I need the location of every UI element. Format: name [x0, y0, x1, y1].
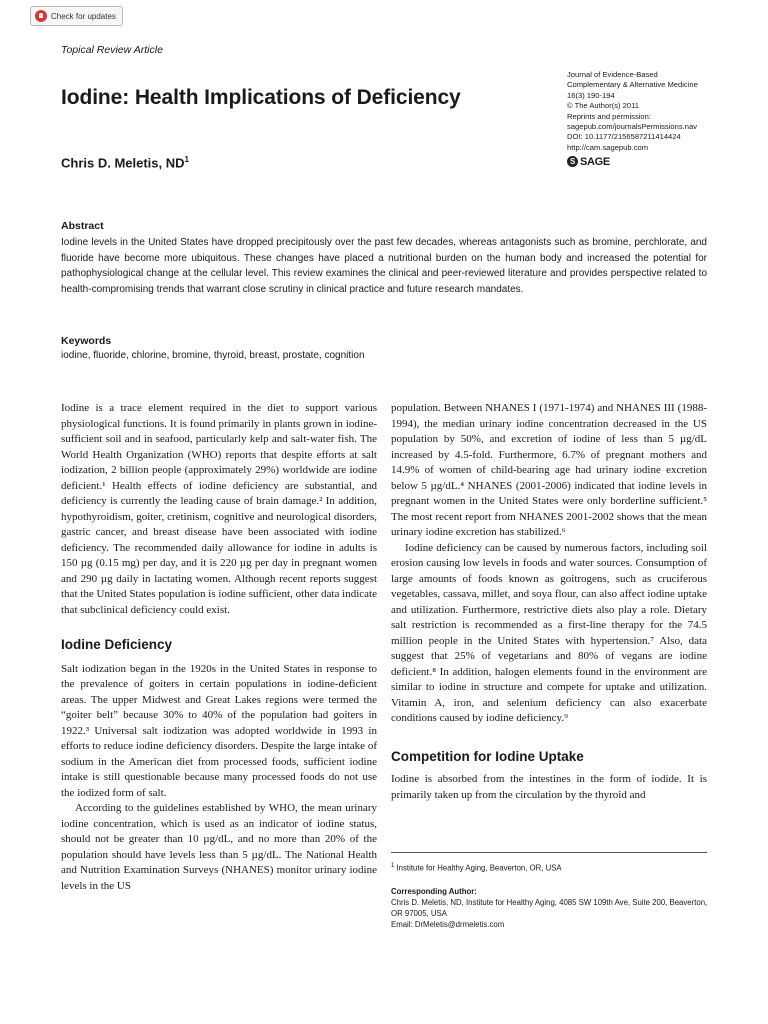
- corresponding-author-address: Chris D. Meletis, ND, Institute for Healthy Aging, 4085 SW 109th Ave, Suite 200, Beaverton, OR 97005, USA: [391, 898, 708, 918]
- left-column: [61, 401, 377, 894]
- check-for-updates-label: Check for updates: [51, 11, 116, 21]
- keywords-heading: Keywords: [61, 335, 112, 347]
- section-heading-iodine-deficiency: Iodine Deficiency: [61, 637, 173, 652]
- affiliation-footnote: [391, 861, 709, 874]
- journal-url[interactable]: http://cam.sagepub.com: [567, 142, 649, 152]
- section1-paragraph-1: Salt iodization began in the 1920s in the United States in response to the prevalence of goiters in certain populations in iodine-deficient areas. The upper Midwest and Great Lakes regions were termed the “goiter belt” because 30% to 40% of the population had goiters in 1922.³ Universal salt iodization was adopted worldwide in 1993 in efforts to reduce iodine deficiency disorders. Despite the large intake of sodium in the American diet from processed foods, sufficient iodine intake is still questionable because many processed foods do not use the iodized form of salt.: [61, 662, 377, 799]
- publisher-name: SAGE: [580, 155, 610, 168]
- section1-paragraph-2: According to the guidelines established by WHO, the mean urinary iodine concentration, which is used as an indicator of iodine status, should not be greater than 10 µg/dL, and no more than 20% of the population should have levels less than 5 µg/dL. The National Health and Nutrition Examination Surveys (NHANES) monitor urinary iodine levels in the US: [61, 802, 377, 892]
- abstract-text: Iodine levels in the United States have dropped precipitously over the past few decades, whereas antagonists such as bromine, perchlorate, and fluoride have become more ubiquitous. These changes have placed a nutritional burden on the human body and increased the potential for pathophysiological change at the cellular level. This review examines the clinical and peer-reviewed literature and provides perspective related to health-compromising trends that warrant close scrutiny in clinical practice and future research mandates.: [61, 237, 707, 295]
- permissions-link[interactable]: sagepub.com/journalsPermissions.nav: [567, 122, 698, 132]
- journal-info: [567, 70, 698, 167]
- corresponding-author-footnote: [391, 886, 709, 930]
- journal-name-line2: Complementary & Alternative Medicine: [567, 80, 698, 90]
- section2-paragraph-1: Iodine is absorbed from the intestines in the form of iodide. It is primarily taken up from the circulation by the thyroid and: [391, 773, 707, 801]
- keywords-text: iodine, fluoride, chlorine, bromine, thyroid, breast, prostate, cognition: [61, 350, 365, 361]
- copyright: © The Author(s) 2011: [567, 101, 640, 111]
- section-heading-competition: Competition for Iodine Uptake: [391, 748, 584, 764]
- author-name: Chris D. Meletis, ND: [61, 155, 185, 171]
- check-for-updates-badge[interactable]: [30, 6, 123, 26]
- sage-logo-icon: S: [567, 156, 578, 167]
- reprints-label: Reprints and permission:: [567, 111, 651, 121]
- corresponding-author-heading: Corresponding Author:: [391, 887, 477, 896]
- right-paragraph-1: population. Between NHANES I (1971-1974) and NHANES III (1988-1994), the median urinary iodine concentration decreased in the US population by 50%, and excretion of iodine of less than 5 µg/dL increased by 4.5-fold. Furthermore, 6.7% of pregnant mothers and 14.9% of women of child-bearing age had urinary iodine excretion below 5 µg/dL.⁴ NHANES (2001-2006) indicated that iodine levels in pregnant women in the United States were only borderline sufficient.⁵ The most recent report from NHANES 2001-2002 shows that the mean urinary iodine excretion has stabilized.⁶: [391, 402, 707, 538]
- abstract-heading: Abstract: [61, 220, 104, 232]
- author-line: [61, 155, 189, 170]
- right-column: [391, 401, 707, 803]
- article-type: Topical Review Article: [61, 44, 163, 56]
- journal-volume: 16(3) 190-194: [567, 90, 615, 100]
- affiliation-number: 1: [391, 863, 395, 869]
- article-title: Iodine: Health Implications of Deficiency: [61, 86, 461, 109]
- right-paragraph-2: Iodine deficiency can be caused by numerous factors, including soil erosion causing low levels in foods and water sources. Consumption of large amounts of foods known as goitrogens, such as cruciferous vegetables, cassava, millet, and soya flour, can also affect iodine uptake and utilization. Furthermore, restrictive diets also play a role. Dietary salt restriction is recommended as a first-line therapy for the 74.5 million people in the United States with hypertension.⁷ Also, data suggest that 25% of vegetarians and 80% of vegans are iodine deficient.⁸ In addition, halogen elements found in the environment are similar to iodine in structure and compete for uptake and utilization. Vitamin A, iron, and selenium deficiency can also exacerbate conditions caused by iodine deficiency.⁹: [391, 541, 707, 724]
- journal-name-line1: Journal of Evidence-Based: [567, 70, 658, 79]
- author-affiliation-marker: 1: [184, 155, 189, 164]
- footnote-divider: [391, 852, 707, 853]
- update-badge-icon: [35, 10, 47, 22]
- affiliation-text: Institute for Healthy Aging, Beaverton, OR, USA: [396, 863, 562, 873]
- doi[interactable]: DOI: 10.1177/2156587211414424: [567, 132, 681, 142]
- publisher-logo: [567, 156, 698, 167]
- intro-paragraph: Iodine is a trace element required in the diet to support various physiological functions. It is found primarily in plants grown in iodine-sufficient soil and in seafood, particularly kelp and salt-water fish. The World Health Organization (WHO) reports that despite efforts at salt iodization, 2 billion people (approximately 29%) worldwide are iodine deficient.¹ Health effects of iodine deficiency are substantial, and deficiency is currently the leading cause of brain damage.² In addition, hypothyroidism, goiter, cretinism, cognitive and neurological disorders, gastric cancer, and breast disease have been associated with iodine deficiency. The recommended daily allowance for iodine in adults is 150 µg (0.15 mg) per day, and it is 220 µg per day in pregnant women and 290 µg daily in lactating women. Although recent reports suggest that the United States population is iodine sufficient, other data indicate that subclinical deficiency could exist.: [61, 402, 377, 616]
- corresponding-author-email[interactable]: Email: DrMeletis@drmeletis.com: [391, 920, 505, 929]
